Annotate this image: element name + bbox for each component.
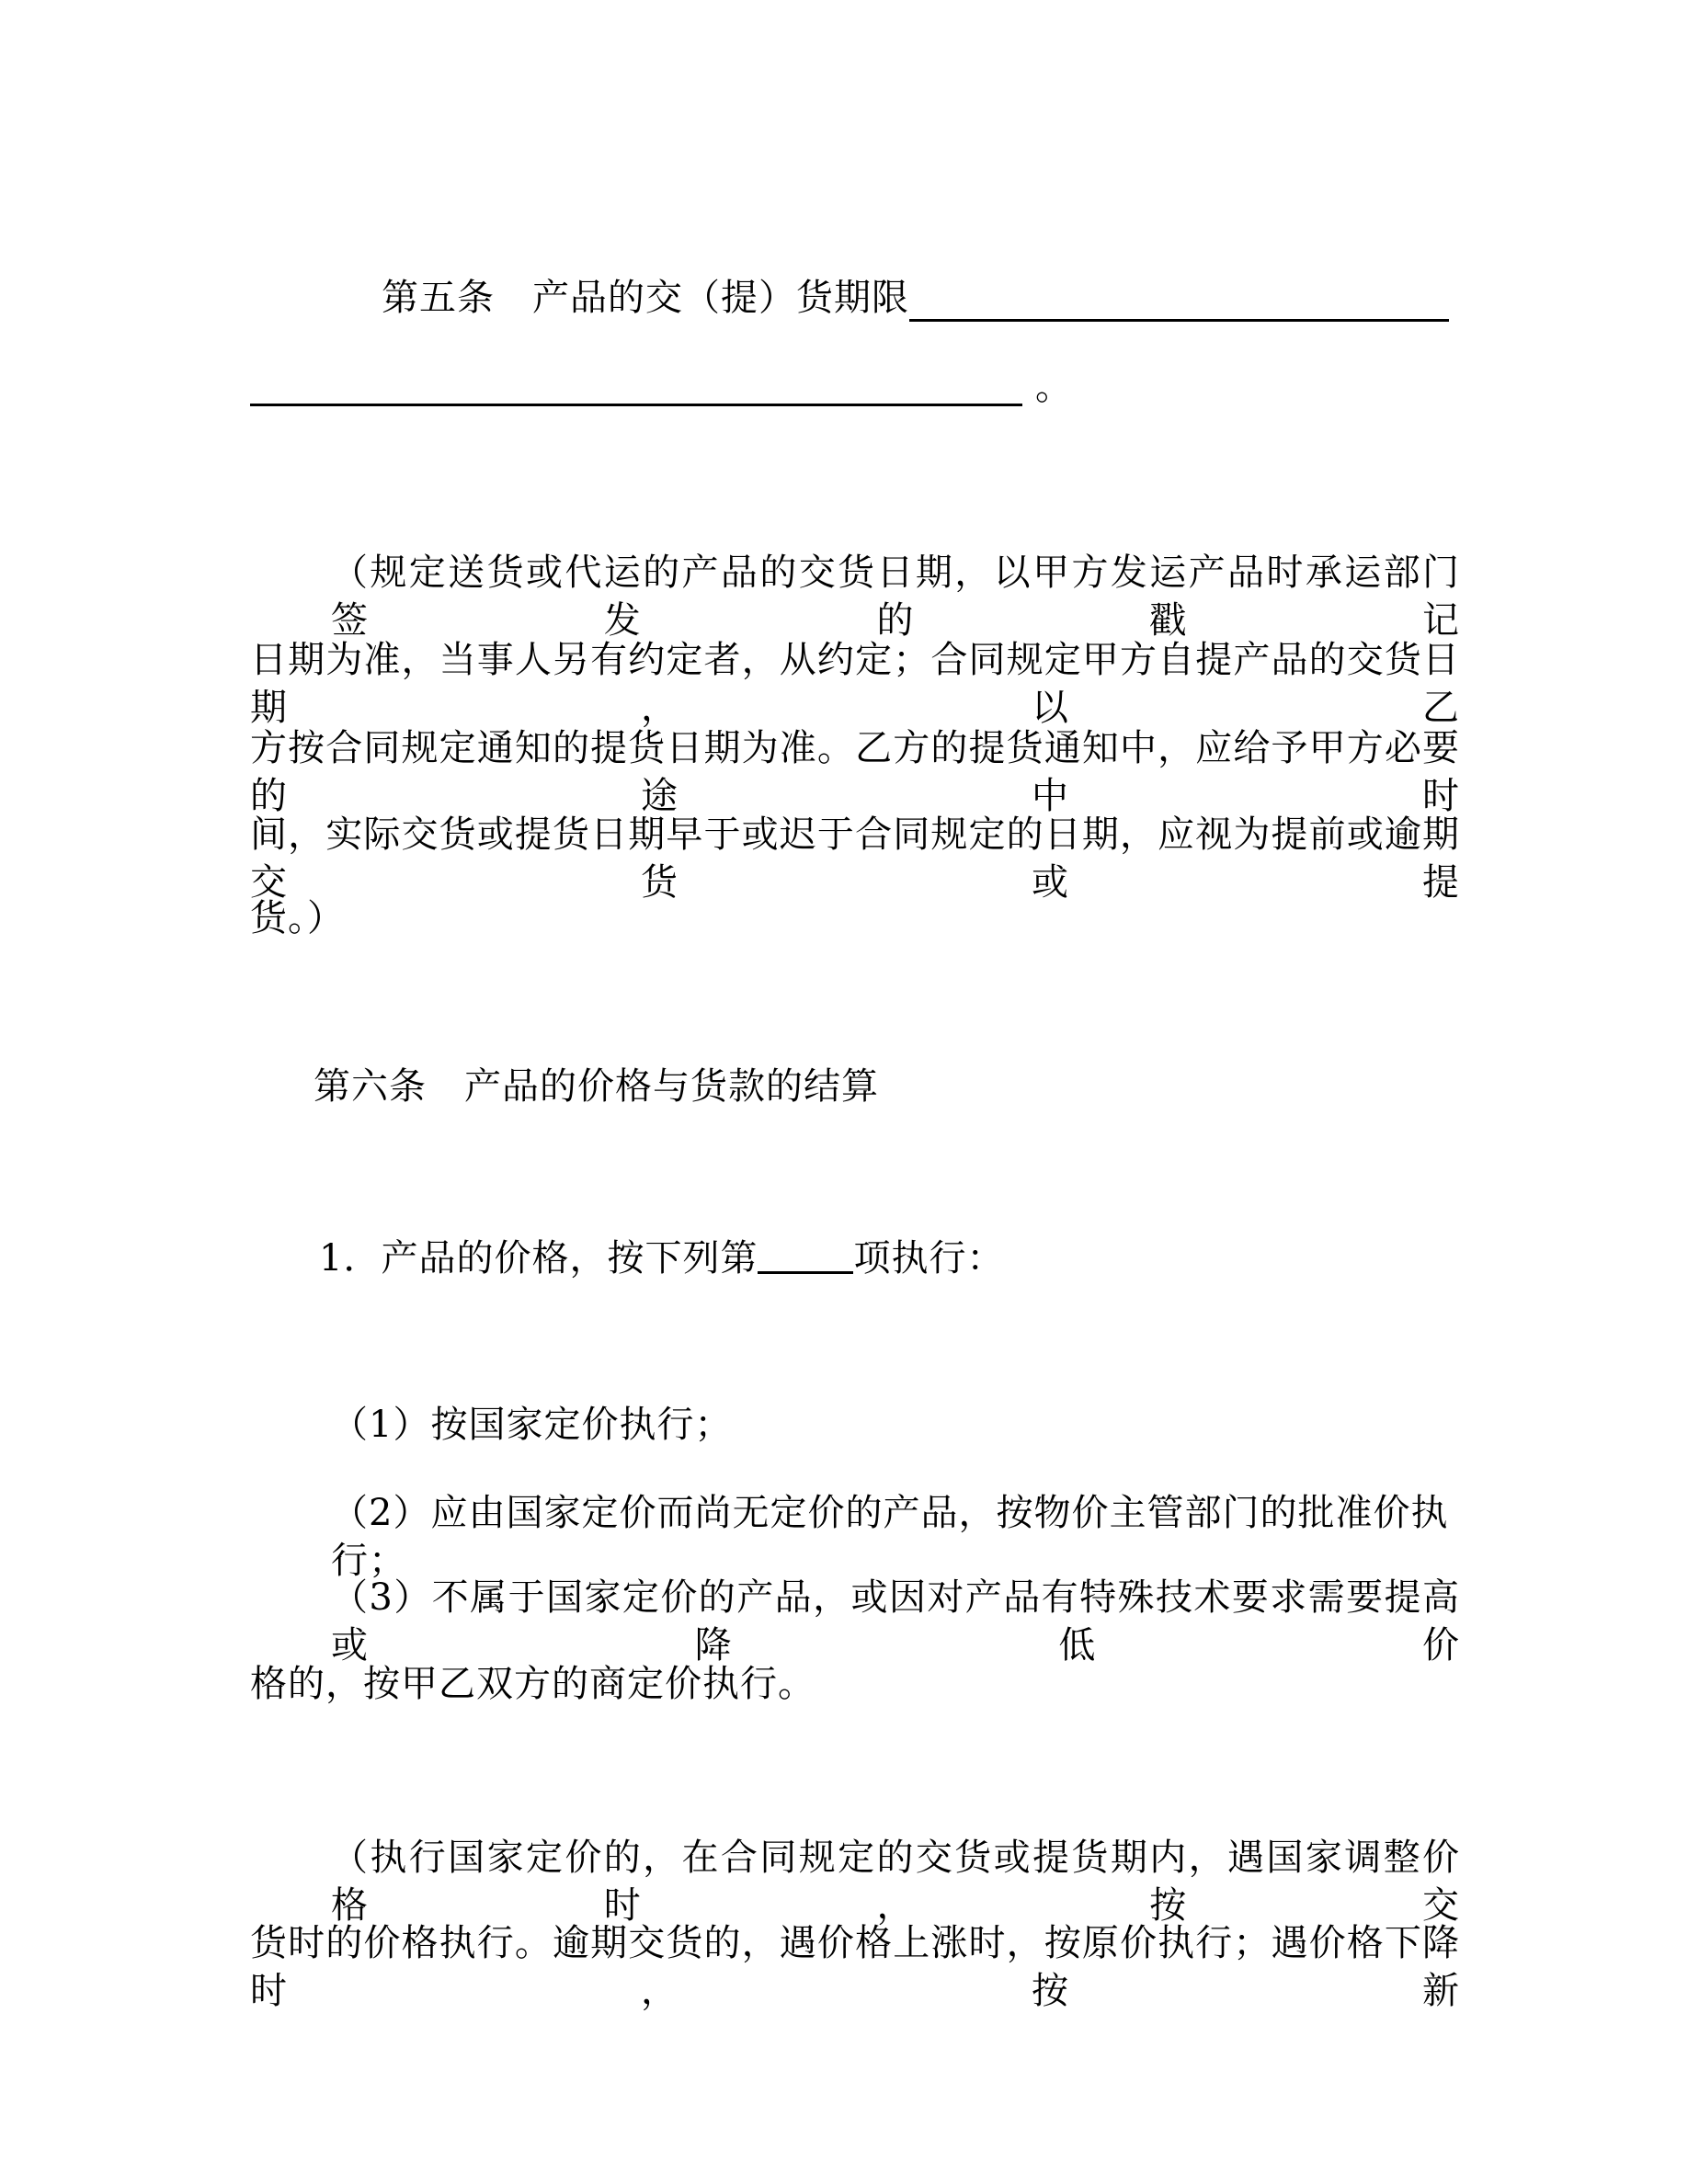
article5-note-line-4: 间，实际交货或提货日期早于或迟于合同规定的日期，应视为提前或逾期交货或提 xyxy=(250,813,1460,904)
article5-heading-text: 第五条 产品的交（提）货期限 xyxy=(382,277,909,319)
article5-fill-in-blank xyxy=(909,274,1449,322)
article6-clause1-fill-in-blank xyxy=(758,1234,853,1274)
article5-note-line-1: （规定送货或代运的产品的交货日期，以甲方发运产品时承运部门签发的戳记 xyxy=(331,552,1460,642)
article6-option3-line-2: 格的，按甲乙双方的商定价执行。 xyxy=(250,1663,815,1705)
article5-heading-line xyxy=(250,274,1460,322)
article5-note-line-3: 方按合同规定通知的提货日期为准。乙方的提货通知中，应给予甲方必要的途中时 xyxy=(250,727,1460,817)
article6-option1-line: （1）按国家定价执行； xyxy=(331,1404,733,1446)
article6-note-line-1: （执行国家定价的，在合同规定的交货或提货期内，遇国家调整价格时，按交 xyxy=(331,1837,1460,1927)
article5-blank-period: 。 xyxy=(1035,366,1073,408)
article5-note-line-2: 日期为准，当事人另有约定者，从约定；合同规定甲方自提产品的交货日期，以乙 xyxy=(250,639,1460,729)
article6-note-line-2: 货时的价格执行。逾期交货的，遇价格上涨时，按原价执行；遇价格下降时，按新 xyxy=(250,1922,1460,2012)
article6-clause1-suffix: 项执行： xyxy=(853,1237,1005,1280)
article6-clause1-line xyxy=(250,1234,1460,1282)
article6-option2-line: （2）应由国家定价而尚无定价的产品，按物价主管部门的批准价执行； xyxy=(331,1492,1449,1582)
article6-option3-line-1: （3）不属于国家定价的产品，或因对产品有特殊技术要求需要提高或降低价 xyxy=(331,1576,1460,1666)
article5-fill-in-blank-2 xyxy=(250,363,1022,406)
article6-heading-line: 第六条 产品的价格与货款的结算 xyxy=(314,1065,879,1108)
article5-blank-continuation-line xyxy=(250,363,1460,411)
article5-note-line-5: 货。） xyxy=(250,897,345,939)
article6-clause1-prefix: 1．产品的价格，按下列第 xyxy=(319,1237,758,1280)
